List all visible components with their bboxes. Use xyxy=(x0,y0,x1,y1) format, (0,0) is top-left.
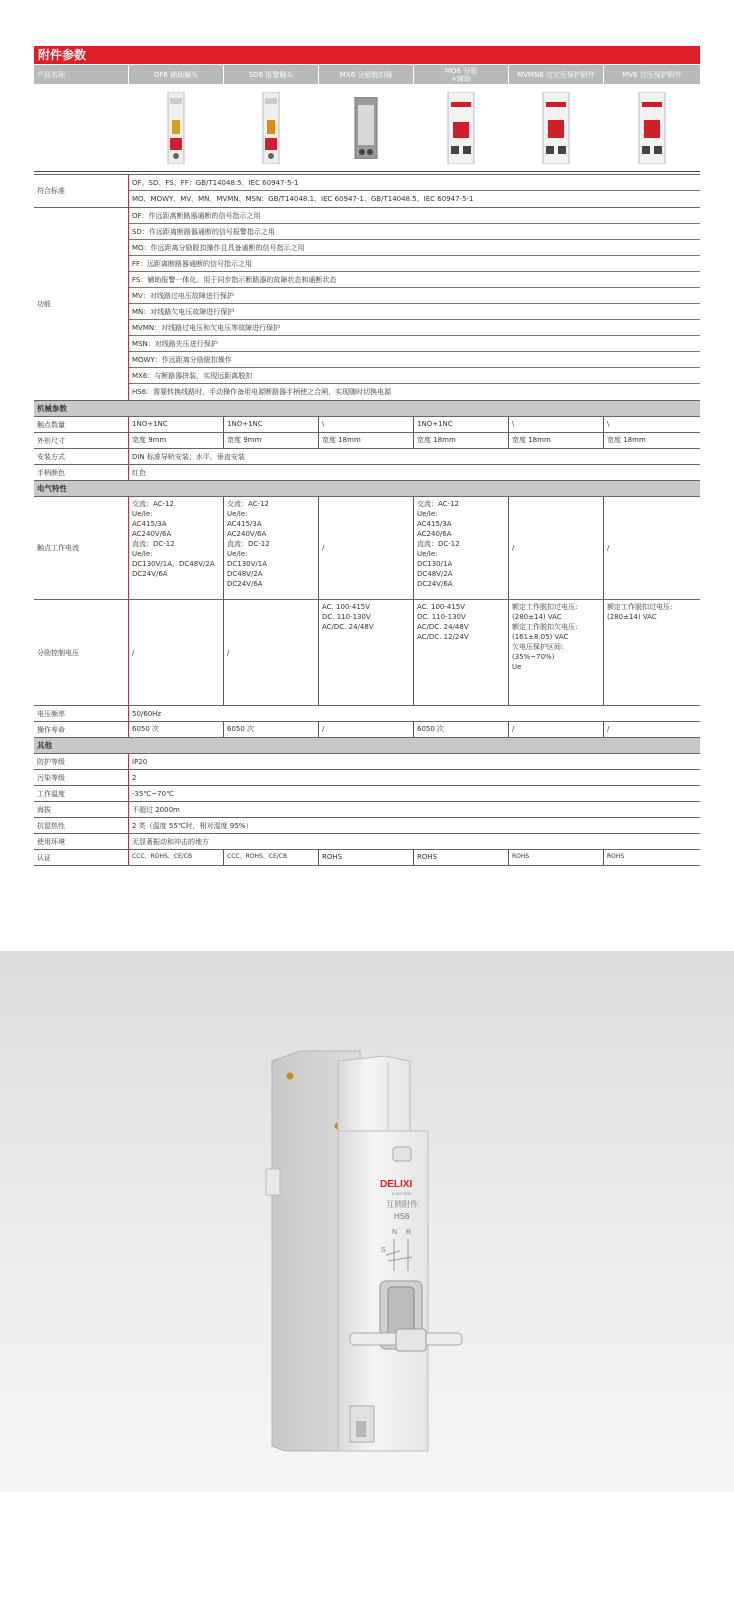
header-mv6: MV6 过压保护附件 xyxy=(603,65,700,84)
frequency-row xyxy=(34,706,700,722)
sd6-image xyxy=(223,84,318,171)
life-row xyxy=(34,722,700,738)
spec-table xyxy=(34,46,700,866)
mvmn6-image xyxy=(508,84,603,171)
other-row xyxy=(34,754,700,770)
standards-line-1: OF、SD、FS、FF：GB/T14048.5、IEC 60947-5-1 xyxy=(129,175,700,191)
product-photo xyxy=(0,951,734,1492)
frequency-label: 电压频率 xyxy=(37,709,65,718)
header-mo6: MO6 分励 +辅助 xyxy=(413,65,508,84)
table-cell: ROHS xyxy=(603,850,700,865)
handle-color-row xyxy=(34,465,700,481)
contacts-label: 触点数量 xyxy=(37,420,65,429)
table-cell: 宽度 18mm xyxy=(508,433,603,448)
table-value: IP20 xyxy=(128,754,700,769)
brand-text: DELIXI xyxy=(380,1179,413,1190)
mo6-image xyxy=(413,84,508,171)
function-line: OF：作远距离断路器通断的信号指示之用 xyxy=(129,208,700,224)
function-line: FS：辅助报警一体化。用于同步指示断路器的故障状态和通断状态 xyxy=(129,272,700,288)
function-line: MOWY：作远距离分励脱扣操作 xyxy=(129,352,700,368)
table-cell: / xyxy=(128,600,223,705)
standards-row xyxy=(34,174,700,208)
table-title: 附件参数 xyxy=(34,46,700,64)
table-label: 使用环境 xyxy=(37,837,65,846)
mount-row xyxy=(34,449,700,465)
other-row xyxy=(34,786,700,802)
standards-label: 符合标准 xyxy=(37,187,65,195)
function-label: 功能 xyxy=(37,300,51,308)
header-row xyxy=(34,64,700,84)
current-row xyxy=(34,497,700,600)
table-cell: \ xyxy=(603,417,700,432)
other-row xyxy=(34,818,700,834)
table-cell: 6050 次 xyxy=(413,722,508,737)
header-of6: OF6 辅助触头 xyxy=(128,65,223,84)
table-cell: AC. 100-415V DC. 110-130V AC/DC. 24/48V AC/DC. 12/24V xyxy=(413,600,508,705)
table-cell: 1NO+1NC xyxy=(128,417,223,432)
table-cell: CCC、ROHS、CE/CB xyxy=(128,850,223,865)
table-label: 海拔 xyxy=(37,805,51,814)
other-row xyxy=(34,770,700,786)
table-cell: 1NO+1NC xyxy=(413,417,508,432)
current-label: 触点工作电流 xyxy=(37,544,79,552)
table-cell: ROHS xyxy=(508,850,603,865)
brand-sub-text: ELECTRIC xyxy=(392,1191,412,1196)
terminal-r: R xyxy=(406,1229,412,1236)
function-row xyxy=(34,208,700,401)
table-cell: / xyxy=(318,497,413,599)
cert-label: 认证 xyxy=(37,853,51,862)
table-value: 2 xyxy=(128,770,700,785)
function-line: HS6：需要转换线路时，手动操作备用电源断路器手柄使之合闸，实现随时切换电源 xyxy=(132,388,392,396)
header-product-name: 产品名称 xyxy=(37,70,65,79)
function-line: MN：对线路欠电压故障进行保护 xyxy=(129,304,700,320)
function-line: MVMN：对线路过电压和欠电压等故障进行保护 xyxy=(129,320,700,336)
table-cell: \ xyxy=(508,417,603,432)
contacts-row xyxy=(34,417,700,433)
table-label: 防护等级 xyxy=(37,757,65,766)
table-value: -35℃~70℃ xyxy=(128,786,700,801)
table-cell: 交流：AC-12 Ue/Ie: AC415/3A AC240V/6A 直流：DC-12 Ue/Ie: DC130V/1A、DC48V/2A DC24V/6A xyxy=(128,497,223,599)
table-cell: 宽度 9mm xyxy=(223,433,318,448)
mv6-image xyxy=(603,84,700,171)
table-label: 工作温度 xyxy=(37,789,65,798)
table-value: 无显著振动和冲击的地方 xyxy=(128,834,700,849)
table-cell: 6050 次 xyxy=(128,722,223,737)
voltage-row xyxy=(34,600,700,706)
table-cell: 额定工作脱扣过电压: (280±14) VAC 额定工作脱扣欠电压: (161±8.05) VAC 欠电压保护区间: (35%~70%) Ue xyxy=(508,600,603,705)
table-label: 抗湿热性 xyxy=(37,821,65,830)
table-cell: 宽度 18mm xyxy=(318,433,413,448)
cert-row xyxy=(34,850,700,866)
life-label: 操作寿命 xyxy=(37,725,65,734)
table-cell: 宽度 18mm xyxy=(413,433,508,448)
table-cell: CCC、ROHS、CE/CB xyxy=(223,850,318,865)
table-cell: 交流：AC-12 Ue/Ie: AC415/3A AC240V/6A 直流：DC-12 Ue/Ie: DC130V/1A DC48V/2A DC24V/6A xyxy=(223,497,318,599)
table-cell: / xyxy=(508,497,603,599)
table-cell: 宽度 18mm xyxy=(603,433,700,448)
product-image-row xyxy=(34,84,700,172)
table-cell: ROHS xyxy=(413,850,508,865)
hs6-device-illustration xyxy=(0,951,734,1492)
voltage-label: 分励控制电压 xyxy=(37,648,79,657)
table-cell: \ xyxy=(318,417,413,432)
section-electrical: 电气特性 xyxy=(34,481,700,497)
header-mvmn6: MVMN6 过欠压保护附件 xyxy=(508,65,603,84)
function-line: MX6：与断路器拼装，实现远距离脱扣 xyxy=(129,368,700,384)
table-cell: / xyxy=(603,497,700,599)
table-cell: / xyxy=(508,722,603,737)
size-label: 外形尺寸 xyxy=(37,436,65,445)
table-cell: AC. 100-415V DC. 110-130V AC/DC. 24/48V xyxy=(318,600,413,705)
standards-line-2: MO、MOWY、MV、MN、MVMN、MSN：GB/T14048.1、IEC 60947-1、GB/T14048.5、IEC 60947-5-1 xyxy=(132,195,474,203)
table-value: 2 类（温度 55℃时，相对湿度 95%） xyxy=(128,818,700,833)
section-mechanical: 机械参数 xyxy=(34,401,700,417)
mx6-image xyxy=(318,84,413,171)
other-row xyxy=(34,834,700,850)
device-model: HS6 xyxy=(394,1212,410,1221)
frequency-value: 50/60Hz xyxy=(128,706,700,721)
table-cell: 宽度 9mm xyxy=(128,433,223,448)
table-cell: 额定工作脱扣过电压: (280±14) VAC xyxy=(603,600,700,705)
mount-label: 安装方式 xyxy=(37,452,65,461)
function-line: MV：对线路过电压故障进行保护 xyxy=(129,288,700,304)
table-label: 污染等级 xyxy=(37,773,65,782)
table-cell: / xyxy=(603,722,700,737)
function-line: MSN：对线路失压进行保护 xyxy=(129,336,700,352)
function-line: SD：作远距离断路器通断的信号报警指示之用 xyxy=(129,224,700,240)
table-cell: 1NO+1NC xyxy=(223,417,318,432)
device-name: 互锁附件 xyxy=(386,1200,418,1209)
section-other: 其他 xyxy=(34,738,700,754)
header-mx6: MX6 分励脱扣器 xyxy=(318,65,413,84)
table-cell: ROHS xyxy=(318,850,413,865)
terminal-s: S xyxy=(381,1247,386,1254)
table-cell: 6050 次 xyxy=(223,722,318,737)
table-cell: 交流：AC-12 Ue/Ie: AC415/3A AC240/6A 直流：DC-12 Ue/Ie: DC130/1A DC48V/2A DC24V/6A xyxy=(413,497,508,599)
other-row xyxy=(34,802,700,818)
table-value: 不超过 2000m xyxy=(128,802,700,817)
handle-color-value: 红色 xyxy=(128,465,700,480)
of6-image xyxy=(128,84,223,171)
table-cell: / xyxy=(223,600,318,705)
terminal-n: N xyxy=(392,1229,398,1236)
mount-value: DIN 标准导轨安装；水平、垂直安装 xyxy=(128,449,700,464)
table-cell: / xyxy=(318,722,413,737)
function-line: FF：远距离断路器通断的信号指示之用 xyxy=(129,256,700,272)
size-row xyxy=(34,433,700,449)
function-line: MO：作远距离分励脱扣操作且具备通断的信号指示之用 xyxy=(129,240,700,256)
handle-color-label: 手柄颜色 xyxy=(37,468,65,477)
header-sd6: SD6 报警触头 xyxy=(223,65,318,84)
